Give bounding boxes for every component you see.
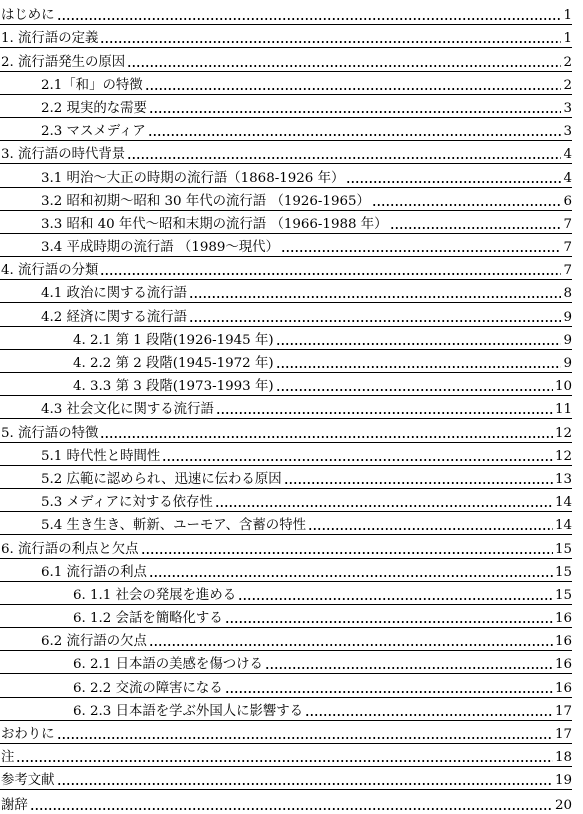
toc-entry-page-number: 4 <box>563 170 572 186</box>
toc-entry[interactable] <box>0 535 572 558</box>
toc-entry-title: 4. 2.2 第 2 段階(1945-1972 年) <box>73 356 274 371</box>
toc-entry[interactable] <box>0 582 572 605</box>
toc-entry-title: 6. 流行語の利点と欠点 <box>1 541 139 557</box>
toc-entry[interactable] <box>0 396 572 419</box>
toc-entry-page-number: 17 <box>554 727 572 742</box>
table-of-contents <box>0 2 572 814</box>
toc-entry-title: 注 <box>1 750 15 766</box>
toc-entry-page-number: 16 <box>554 634 572 650</box>
toc-entry-page-number: 9 <box>563 332 572 348</box>
dot-leader <box>215 504 553 508</box>
toc-entry-page-number: 7 <box>563 240 572 256</box>
toc-entry-title: 3.4 平成時期の流行語 （1989～現代） <box>41 240 279 256</box>
toc-entry-title: 6. 1.2 会話を簡略化する <box>73 611 223 627</box>
toc-entry-page-number: 12 <box>554 448 572 464</box>
toc-entry[interactable] <box>0 489 572 512</box>
toc-entry[interactable] <box>0 257 572 280</box>
toc-entry[interactable] <box>0 698 572 721</box>
toc-entry[interactable] <box>0 512 572 535</box>
toc-entry[interactable] <box>0 605 572 628</box>
toc-entry[interactable] <box>0 559 572 582</box>
dot-leader <box>57 736 553 740</box>
dot-leader <box>57 782 553 786</box>
dot-leader <box>145 87 562 91</box>
dot-leader <box>189 295 561 299</box>
dot-leader <box>276 342 562 346</box>
toc-entry-title: 3.1 明治～大正の時期の流行語（1868-1926 年） <box>41 170 345 186</box>
toc-entry[interactable] <box>0 767 572 790</box>
toc-entry-title: 3.3 昭和 40 年代～昭和末期の流行語 （1966-1988 年） <box>41 216 388 232</box>
toc-entry-page-number: 16 <box>554 611 572 627</box>
dot-leader <box>265 666 553 670</box>
dot-leader <box>148 133 562 137</box>
toc-entry-page-number: 3 <box>563 100 572 116</box>
toc-entry[interactable] <box>0 234 572 257</box>
dot-leader <box>305 713 553 717</box>
toc-entry[interactable] <box>0 95 572 118</box>
toc-entry[interactable] <box>0 466 572 489</box>
toc-entry-title: 3. 流行語の時代背景 <box>1 147 126 163</box>
toc-entry-title: 6. 2.3 日本語を学ぶ外国人に影響する <box>73 703 304 719</box>
dot-leader <box>30 807 553 811</box>
toc-entry-title: 5.3 メディアに対する依存性 <box>41 495 213 511</box>
toc-entry-title: 6. 2.1 日本語の美感を傷つける <box>73 657 263 673</box>
toc-entry-page-number: 16 <box>554 680 572 696</box>
toc-entry[interactable] <box>0 72 572 95</box>
toc-entry[interactable] <box>0 48 572 71</box>
dot-leader <box>372 203 562 207</box>
toc-entry-title: 謝辞 <box>1 797 28 813</box>
toc-entry-title: 5.4 生き生き、斬新、ユーモア、含蓄の特性 <box>41 518 306 534</box>
toc-entry[interactable] <box>0 118 572 141</box>
toc-entry-title: 2. 流行語発生の原因 <box>1 54 126 70</box>
toc-entry-title: 4. 流行語の分類 <box>1 263 99 279</box>
toc-entry-title: 2.2 現実的な需要 <box>41 100 147 116</box>
dot-leader <box>149 643 553 647</box>
toc-entry-page-number: 8 <box>563 286 572 302</box>
toc-entry-page-number: 11 <box>554 402 572 418</box>
toc-entry-title: 4.2 経済に関する流行語 <box>41 309 188 325</box>
dot-leader <box>189 319 561 323</box>
toc-entry-title: 1. 流行語の定義 <box>1 31 99 47</box>
dot-leader <box>238 597 553 601</box>
toc-entry-page-number: 1 <box>563 8 572 24</box>
toc-entry-page-number: 20 <box>554 797 572 813</box>
toc-entry[interactable] <box>0 651 572 674</box>
toc-entry[interactable] <box>0 25 572 48</box>
toc-entry-page-number: 6 <box>563 193 572 209</box>
dot-leader <box>100 272 561 276</box>
dot-leader <box>308 527 553 531</box>
toc-entry-page-number: 12 <box>554 425 572 441</box>
dot-leader <box>346 180 561 184</box>
toc-entry-page-number: 18 <box>554 750 572 766</box>
toc-entry-page-number: 15 <box>554 564 572 580</box>
dot-leader <box>127 64 561 68</box>
toc-entry-title: 6.1 流行語の利点 <box>41 564 147 580</box>
dot-leader <box>276 388 553 392</box>
toc-entry-page-number: 9 <box>563 309 572 325</box>
toc-entry-page-number: 15 <box>554 541 572 557</box>
toc-entry[interactable] <box>0 280 572 303</box>
toc-entry-title: 5. 流行語の特徴 <box>1 425 99 441</box>
toc-entry[interactable] <box>0 419 572 442</box>
toc-entry[interactable] <box>0 164 572 187</box>
toc-entry-page-number: 15 <box>554 587 572 603</box>
toc-entry-page-number: 7 <box>563 216 572 232</box>
dot-leader <box>100 435 553 439</box>
dot-leader <box>141 551 553 555</box>
dot-leader <box>225 690 553 694</box>
dot-leader <box>127 156 561 160</box>
toc-entry-page-number: 10 <box>554 379 572 395</box>
toc-entry-page-number: 3 <box>563 124 572 140</box>
toc-entry-title: 2.3 マスメディア <box>41 124 146 140</box>
dot-leader <box>390 226 562 230</box>
dot-leader <box>162 458 553 462</box>
dot-leader <box>149 110 562 114</box>
dot-leader <box>276 365 562 369</box>
toc-entry-title: 参考文献 <box>1 773 55 789</box>
toc-entry-title: 5.1 時代性と時間性 <box>41 448 161 464</box>
toc-entry[interactable] <box>0 744 572 767</box>
toc-entry-title: はじめに <box>1 8 55 24</box>
toc-entry-title: 4.1 政治に関する流行語 <box>41 286 188 302</box>
dot-leader <box>100 40 561 44</box>
toc-entry-title: 6. 1.1 社会の発展を進める <box>73 587 237 603</box>
toc-entry[interactable] <box>0 141 572 164</box>
dot-leader <box>216 411 553 415</box>
toc-entry[interactable] <box>0 211 572 234</box>
dot-leader <box>16 759 553 763</box>
toc-entry-title: 2.1「和」の特徴 <box>41 77 143 93</box>
dot-leader <box>225 620 553 624</box>
toc-entry[interactable] <box>0 188 572 211</box>
toc-entry-page-number: 17 <box>554 703 572 719</box>
toc-entry-page-number: 2 <box>563 54 572 70</box>
toc-entry-page-number: 1 <box>563 31 572 47</box>
toc-entry[interactable] <box>0 443 572 466</box>
toc-entry-title: 5.2 広範に認められ、迅速に伝わる原因 <box>41 471 282 487</box>
dot-leader <box>281 249 562 253</box>
toc-entry-page-number: 4 <box>563 147 572 163</box>
dot-leader <box>284 481 553 485</box>
toc-entry-page-number: 19 <box>554 773 572 789</box>
toc-entry-page-number: 2 <box>563 77 572 93</box>
toc-entry-page-number: 13 <box>554 471 572 487</box>
toc-entry[interactable] <box>0 350 572 373</box>
toc-entry[interactable] <box>0 790 572 813</box>
toc-entry[interactable] <box>0 628 572 651</box>
toc-entry[interactable] <box>0 2 572 25</box>
dot-leader <box>149 574 553 578</box>
toc-entry-page-number: 14 <box>554 495 572 511</box>
toc-entry[interactable] <box>0 303 572 326</box>
toc-entry-title: おわりに <box>1 727 55 742</box>
toc-entry-page-number: 9 <box>563 356 572 371</box>
toc-entry-title: 6. 2.2 交流の障害になる <box>73 680 223 696</box>
toc-entry[interactable] <box>0 327 572 350</box>
toc-entry-title: 4. 2.1 第 1 段階(1926-1945 年) <box>73 332 274 348</box>
toc-entry-title: 6.2 流行語の欠点 <box>41 634 147 650</box>
toc-entry-title: 3.2 昭和初期～昭和 30 年代の流行語 （1926-1965） <box>41 193 370 209</box>
toc-entry[interactable] <box>0 373 572 396</box>
toc-entry-title: 4.3 社会文化に関する流行語 <box>41 402 214 418</box>
toc-entry-page-number: 16 <box>554 657 572 673</box>
dot-leader <box>57 17 562 21</box>
toc-entry[interactable] <box>0 674 572 697</box>
toc-entry-title: 4. 3.3 第 3 段階(1973-1993 年) <box>73 379 274 395</box>
toc-entry-page-number: 14 <box>554 518 572 534</box>
toc-entry-page-number: 7 <box>563 263 572 279</box>
